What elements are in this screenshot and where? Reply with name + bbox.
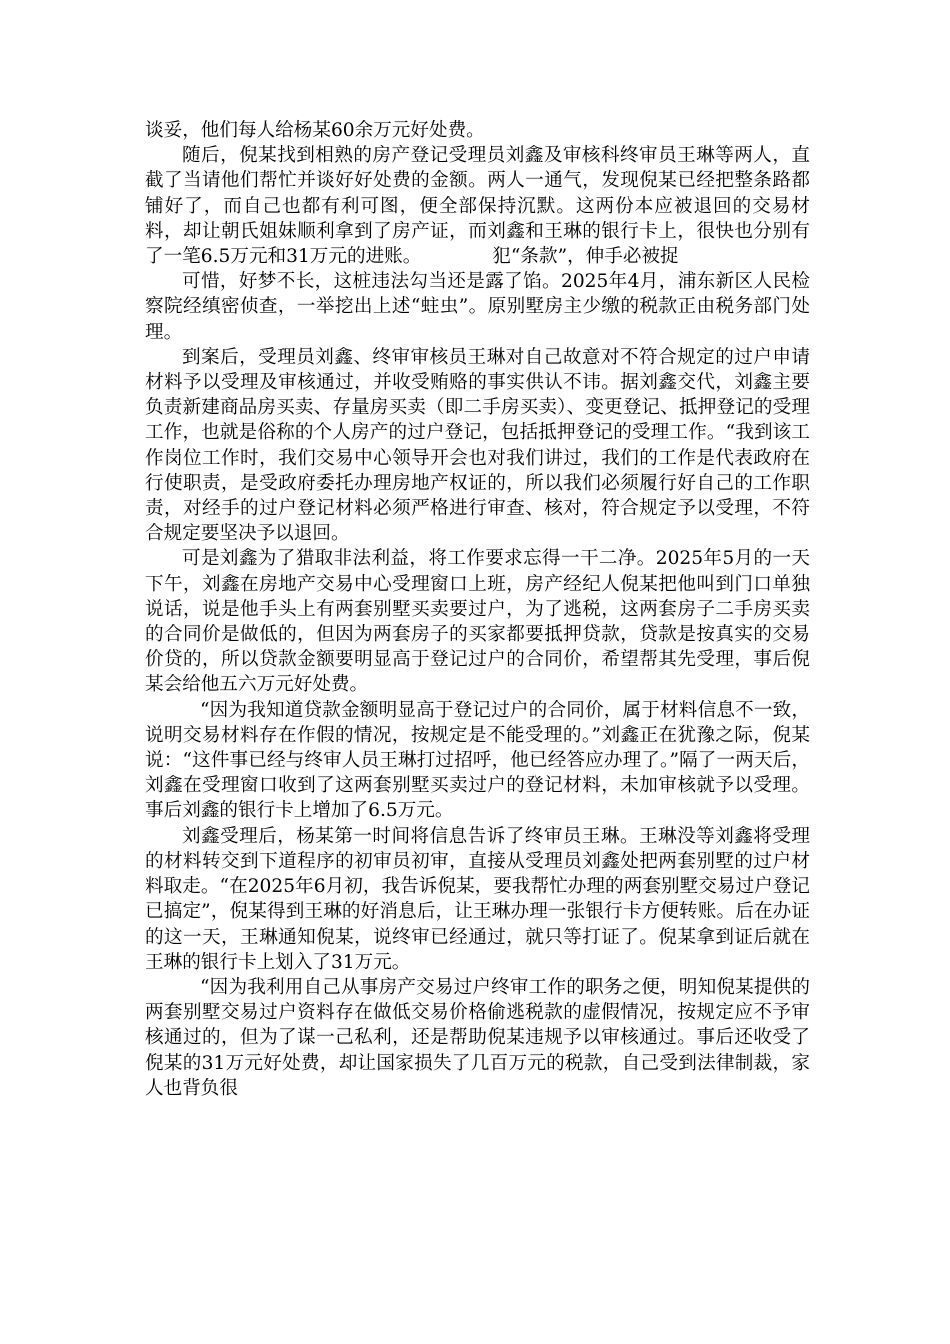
paragraph-5: 可是刘鑫为了猎取非法利益，将工作要求忘得一干二净。2025年5月的一天下午，刘鑫在房地产交易中心受理窗口上班，房产经纪人倪某把他叫到门口单独说话，说是他手头上有两套别墅买卖要过户，为了逃税，这两套房子二手房买卖的合同价是做低的，但因为两套房子的买家都要抵押贷款，贷款是按真实的交易价贷的，所以贷款金额要明显高于登记过户的合同价，希望帮其先受理，事后倪某会给他五六万元好处费。 (145, 548, 810, 696)
section-heading: 犯“条款”，伸手必被捉 (492, 246, 679, 268)
paragraph-1: 谈妥，他们每人给杨某60余万元好处费。 (145, 120, 485, 141)
paragraph-8: “因为我利用自己从事房产交易过户终审工作的职务之便，明知倪某提供的两套别墅交易过户资料存在做低交易价格偷逃税款的虚假情况，按规定应不予审核通过的，但为了谋一己私利，还是帮助倪某违规予以审核通过。事后还收受了倪某的31万元好处费，却让国家损失了几百万元的税款，自己受到法律制裁，家人也背负很 (145, 976, 810, 1099)
paragraph-4: 到案后，受理员刘鑫、终审审核员王琳对自己故意对不符合规定的过户申请材料予以受理及审核通过，并收受贿赂的事实供认不讳。据刘鑫交代，刘鑫主要负责新建商品房买卖、存量房买卖（即二手房买卖）、变更登记、抵押登记的受理工作，也就是俗称的个人房产的过户登记，包括抵押登记的受理工作。“我到该工作岗位工作时，我们交易中心领导开会也对我们讲过，我们的工作是代表政府在行使职责，是受政府委托办理房地产权证的，所以我们必须履行好自己的工作职责，对经手的过户登记材料必须严格进行审查、核对，符合规定予以受理，不符合规定要坚决予以退回。 (145, 346, 810, 545)
paragraph-2 (145, 143, 810, 269)
paragraph-7: 刘鑫受理后，杨某第一时间将信息告诉了终审员王琳。王琳没等刘鑫将受理的材料转交到下道程序的初审员初审，直接从受理员刘鑫处把两套别墅的过户材料取走。“在2025年6月初，我告诉倪某，要我帮忙办理的两套别墅交易过户登记已搞定”，倪某得到王琳的好消息后，让王琳办理一张银行卡方便转账。后在办证的这一天，王琳通知倪某，说终审已经通过，就只等打证了。倪某拿到证后就在王琳的银行卡上划入了31万元。 (145, 825, 810, 973)
paragraph-2-body: 随后，倪某找到相熟的房产登记受理员刘鑫及审核科终审员王琳等两人，直截了当请他们帮忙并谈好好处费的金额。两人一通气，发现倪某已经把整条路都铺好了，而自己也都有利可图，便全部保持沉默。这两份本应被退回的交易材料，却让朝氏姐妹顺利拿到了房产证，而刘鑫和王琳的银行卡上，很快也分别有了一笔6.5万元和31万元的进账。 (145, 145, 810, 268)
document-page (145, 118, 810, 1101)
paragraph-3: 可惜，好梦不长，这桩违法勾当还是露了馅。2025年4月，浦东新区人民检察院经缜密侦查，一举挖出上述“蛀虫”。原别墅房主少缴的税款正由税务部门处理。 (145, 271, 810, 343)
paragraph-6: “因为我知道贷款金额明显高于登记过户的合同价，属于材料信息不一致，说明交易材料存在作假的情况，按规定是不能受理的。”刘鑫正在犹豫之际，倪某说：“这件事已经与终审人员王琳打过招呼，他已经答应办理了。”隔了一两天后，刘鑫在受理窗口收到了这两套别墅买卖过户的登记材料，未加审核就予以受理。事后刘鑫的银行卡上增加了6.5万元。 (145, 699, 810, 822)
